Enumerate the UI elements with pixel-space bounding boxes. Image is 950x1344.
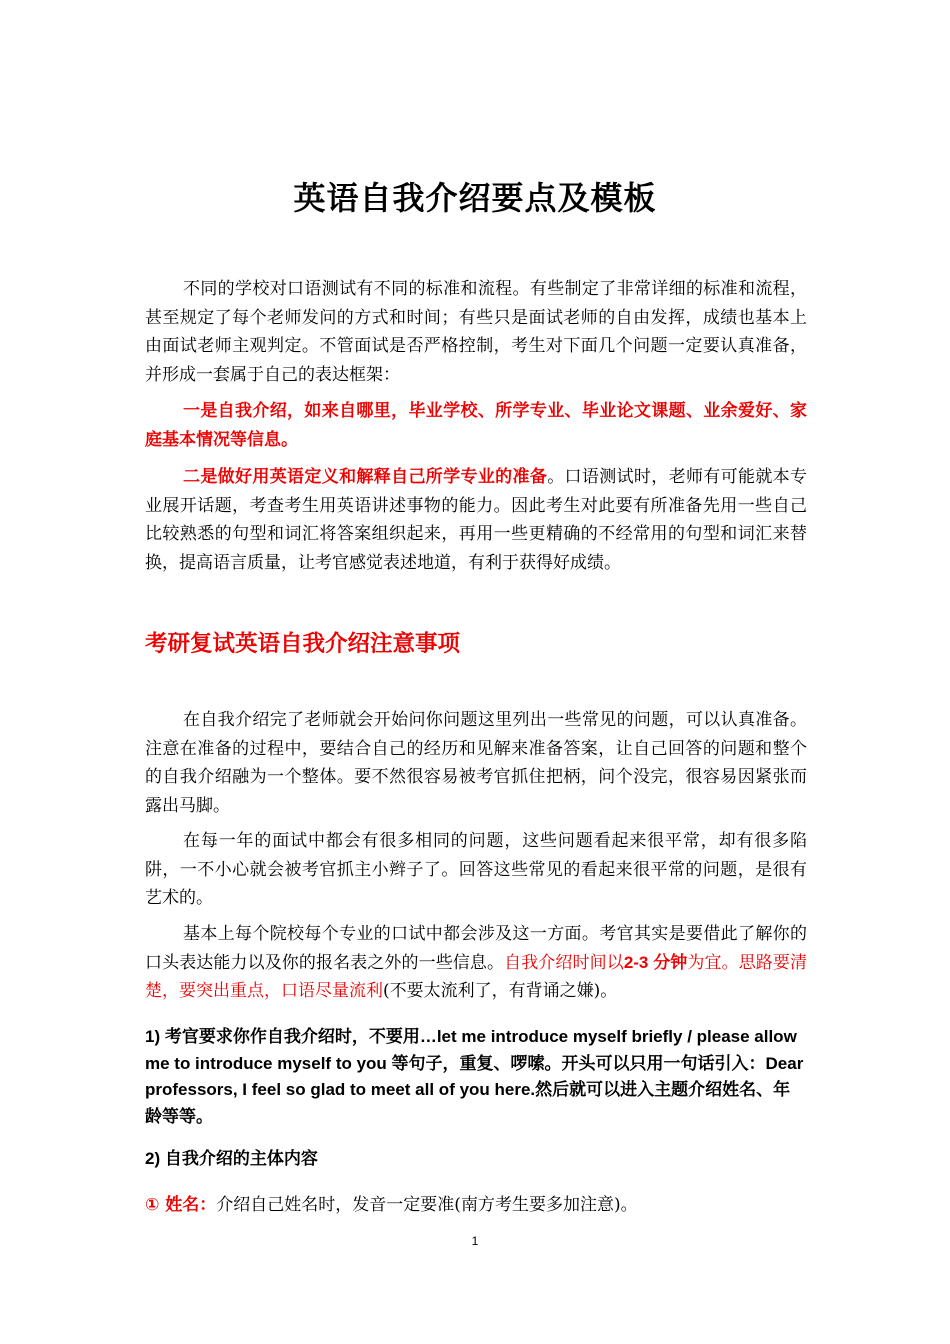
paragraph-time-red-1: 自我介绍时间以 [504, 952, 624, 973]
item-name-text: 介绍自己姓名时，发音一定要准(南方考生要多加注意)。 [216, 1195, 638, 1215]
item-name-label: ① 姓名： [145, 1195, 217, 1215]
paragraph-time-red-2: 为宜。思路要清楚，要突出重点，口语尽量流利 [145, 952, 808, 1001]
page-number: 1 [471, 1234, 479, 1248]
tip-one: 1) 考官要求你作自我介绍时，不要用…let me introduce myself briefly / please allow me to introduce myself to you 等句子，重复、啰嗦。开头可以只用一句话引入：Dear professors, I feel so glad to meet all of you here.然后就可以进入主题介绍姓名、年龄等等。 [145, 1027, 804, 1126]
paragraph-common-questions: 在自我介绍完了老师就会开始问你问题这里列出一些常见的问题，可以认真准备。注意在准备的过程中，要结合自己的经历和见解来准备答案，让自己回答的问题和整个的自我介绍融为一个整体。要不然很容易被考官抓住把柄，问个没完，很容易因紧张而露出马脚。 [145, 710, 807, 816]
paragraph-traps: 在每一年的面试中都会有很多相同的问题，这些问题看起来很平常，却有很多陷阱，一不小心就会被考官抓主小辫子了。回答这些常见的看起来很平常的问题，是很有艺术的。 [145, 831, 807, 908]
point-two-lead: 二是做好用英语定义和解释自己所学专业的准备 [183, 467, 548, 487]
point-two-paragraph [145, 463, 807, 577]
tip-two: 2) 自我介绍的主体内容 [145, 1149, 318, 1168]
document-title: 英语自我介绍要点及模板 [293, 179, 657, 218]
point-one-paragraph: 一是自我介绍，如来自哪里，毕业学校、所学专业、毕业论文课题、业余爱好、家庭基本情况等信息。 [145, 401, 807, 450]
paragraph-time-advice [145, 920, 807, 1006]
paragraph-time-tail: (不要太流利了，有背诵之嫌)。 [383, 981, 618, 1001]
paragraph-time-lead: 基本上每个院校每个专业的口试中都会涉及这一方面。考官其实是要借此了解你的口头表达能力以及你的报名表之外的一些信息。 [145, 924, 807, 973]
intro-paragraph: 不同的学校对口语测试有不同的标准和流程。有些制定了非常详细的标准和流程，甚至规定了每个老师发问的方式和时间；有些只是面试老师的自由发挥，成绩也基本上由面试老师主观判定。不管面试是否严格控制，考生对下面几个问题一定要认真准备，并形成一套属于自己的表达框架： [145, 279, 807, 385]
paragraph-time-duration: 2-3 分钟 [623, 952, 688, 972]
item-name [145, 1191, 807, 1219]
point-two-rest: 。口语测试时，老师有可能就本专业展开话题，考查考生用英语讲述事物的能力。因此考生对此要有所准备先用一些自己比较熟悉的句型和词汇将答案组织起来，再用一些更精确的不经常用的句型和词汇来替换，提高语言质量，让考官感觉表述地道，有利于获得好成绩。 [145, 467, 808, 573]
section-heading: 考研复试英语自我介绍注意事项 [145, 631, 461, 657]
